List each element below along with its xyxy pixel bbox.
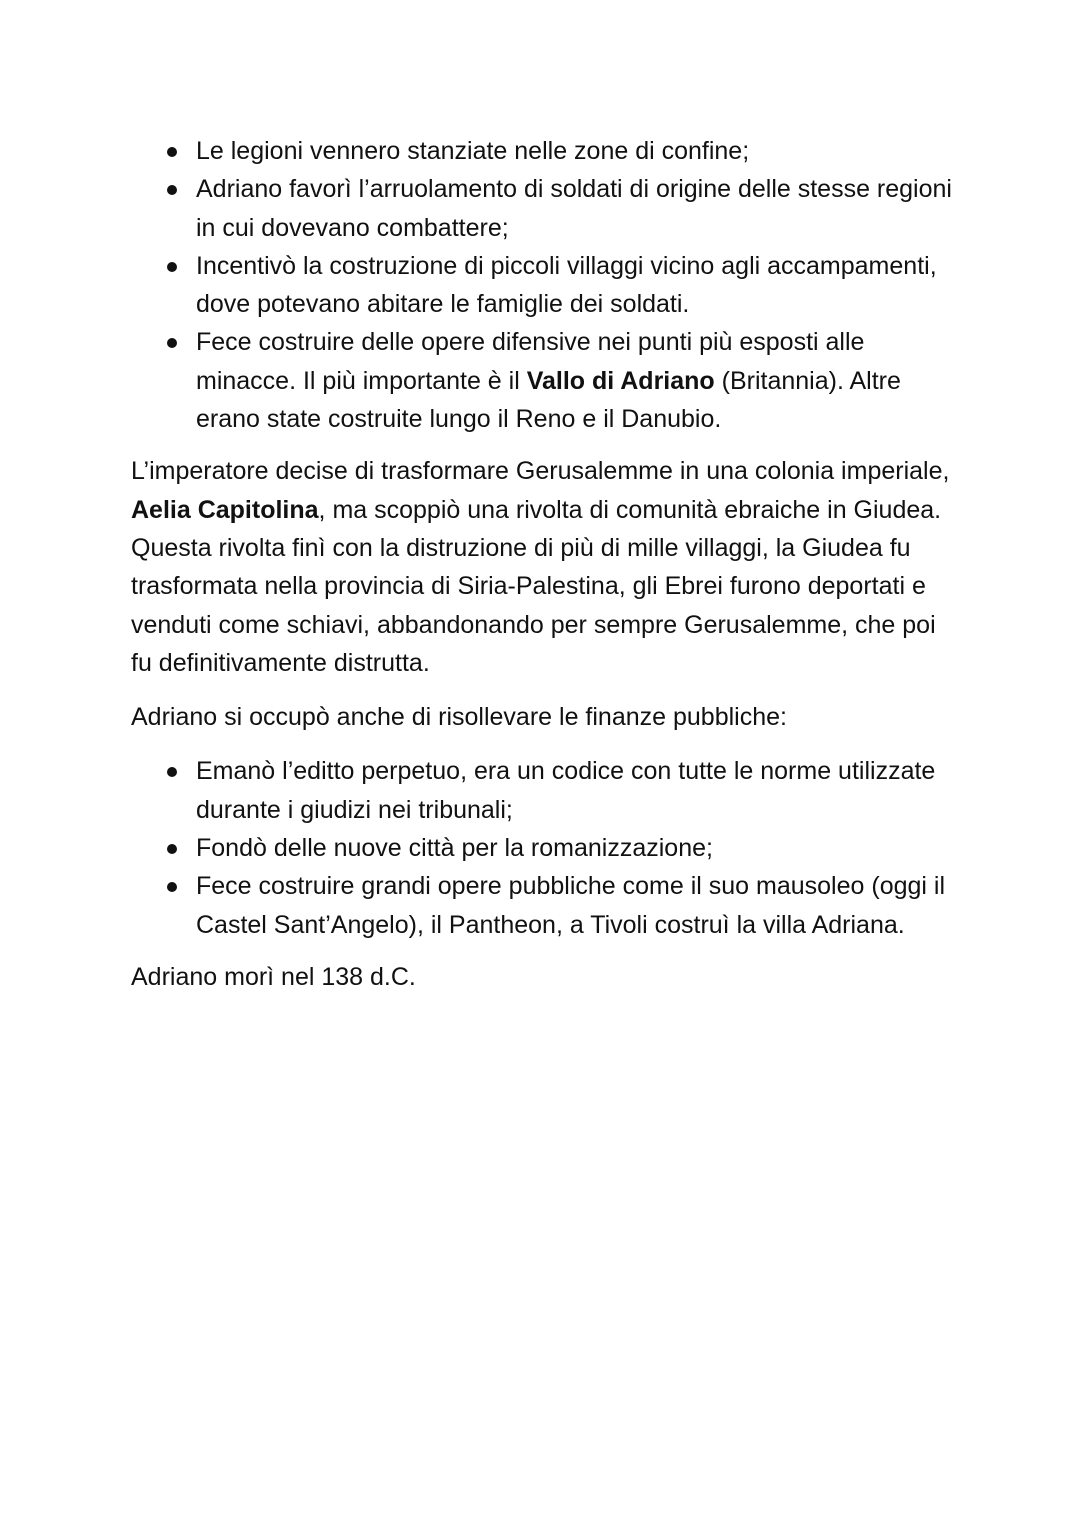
aelia-capitolina-term: Aelia Capitolina [131,495,319,524]
list-item [131,829,961,867]
bullet-icon [167,262,177,272]
bullet-icon [167,147,177,157]
list-item [131,170,961,247]
bullet-icon [167,844,177,854]
list-item-text: Le legioni vennero stanziate nelle zone di confine; [196,137,750,165]
list-item [131,247,961,324]
bullet-icon [167,767,177,777]
vallo-di-adriano-term: Vallo di Adriano [526,366,715,395]
list-item-text: Emanò l’editto perpetuo, era un codice con tutte le norme utilizzate durante i giudizi nei tribunali; [196,757,936,824]
finances-list [131,752,961,943]
bullet-icon [167,185,177,195]
legions-list [131,132,961,438]
death-paragraph: Adriano morì nel 138 d.C. [131,962,416,991]
jerusalem-paragraph [131,452,961,682]
bullet-icon [167,338,177,348]
bullet-icon [167,882,177,892]
list-item-text-before: Fece costruire delle opere difensive nei punti più esposti alle minacce. Il più importante è il [196,328,865,395]
list-item [131,867,961,944]
paragraph-text-before: L’imperatore decise di trasformare Gerusalemme in una colonia imperiale, [131,457,950,486]
list-item [131,132,961,170]
list-item-text: Fece costruire grandi opere pubbliche come il suo mausoleo (oggi il Castel Sant’Angelo), il Pantheon, a Tivoli costruì la villa Adriana. [196,872,946,939]
paragraph-text-after: , ma scoppiò una rivolta di comunità ebraiche in Giudea. Questa rivolta finì con la distruzione di più di mille villaggi, la Giudea fu trasformata nella provincia di Siria-Palestina, gli Ebrei furono deportati e venduti come schiavi, abbandonando per sempre Gerusalemme, che poi fu definitivamente distrutta. [131,495,942,677]
list-item-text: Fondò delle nuove città per la romanizzazione; [196,834,713,863]
list-item [131,752,961,829]
list-item-text: Adriano favorì l’arruolamento di soldati di origine delle stesse regioni in cui dovevano combattere; [196,175,952,242]
list-item-text-after: (Britannia). Altre erano state costruite lungo il Reno e il Danubio. [196,366,901,434]
document-page [131,132,961,996]
list-item [131,323,961,438]
finances-paragraph: Adriano si occupò anche di risollevare le finanze pubbliche: [131,703,787,732]
list-item-text: Incentivò la costruzione di piccoli villaggi vicino agli accampamenti, dove potevano abitare le famiglie dei soldati. [196,251,937,319]
